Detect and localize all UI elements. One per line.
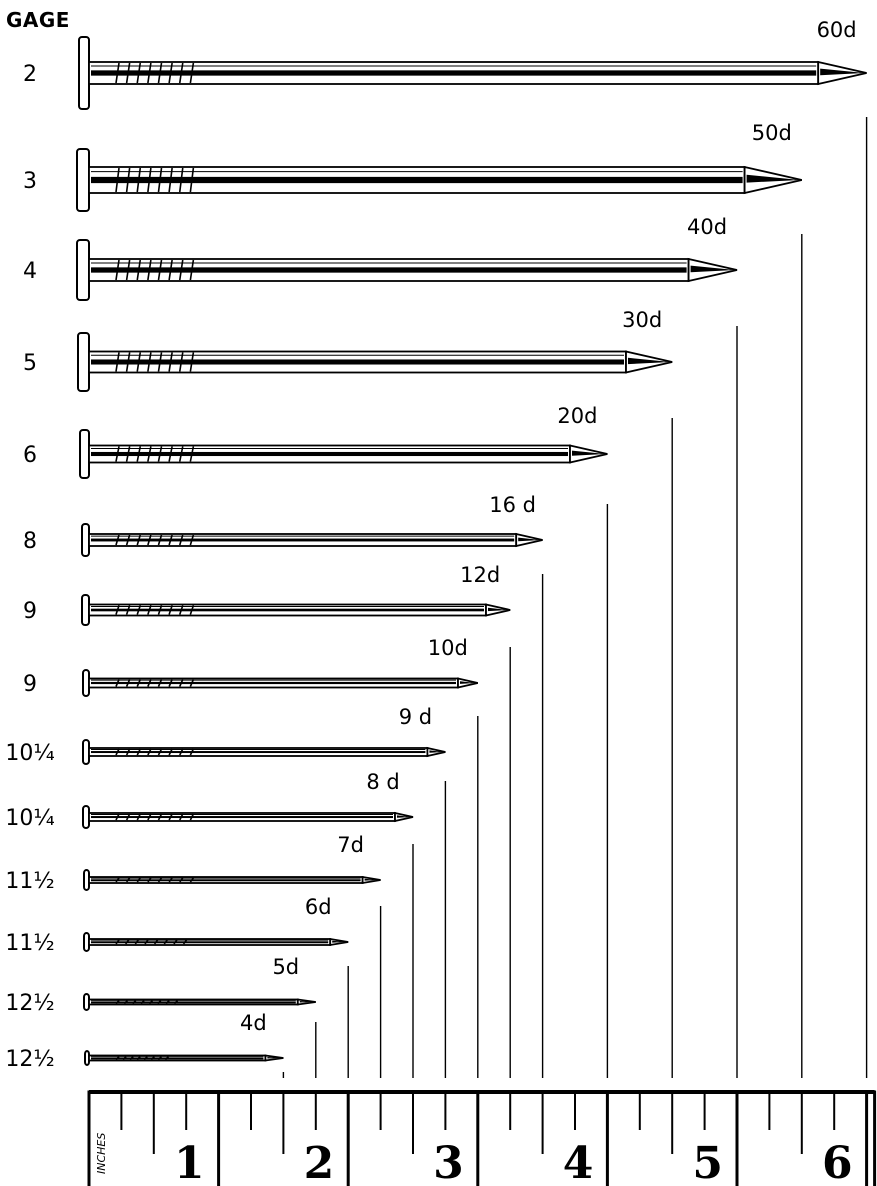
nail-size-label: 12d: [460, 563, 501, 587]
ruler-body: [89, 1092, 875, 1186]
gage-label: 11½: [5, 931, 55, 956]
nail-head: [80, 430, 89, 478]
nails-layer: [5, 18, 866, 1078]
nail: [5, 1011, 283, 1078]
nail-size-label: 8 d: [366, 770, 400, 794]
nail-size-label: 9 d: [398, 705, 433, 729]
nail-size-label: 6d: [304, 895, 332, 919]
ruler-number: 1: [173, 1138, 205, 1186]
nail-shank-shade: [91, 751, 425, 753]
nail-size-label: 4d: [240, 1011, 267, 1035]
nail-head: [79, 37, 89, 109]
nail-size-label: 60d: [816, 18, 857, 42]
gage-label: 8: [23, 529, 37, 554]
nail-size-label: 20d: [557, 404, 598, 428]
nail: [5, 770, 413, 1078]
ruler-number: 6: [821, 1138, 853, 1186]
ruler-number: 3: [433, 1138, 464, 1186]
nail-shank-shade: [91, 879, 361, 881]
nail-shank-shade: [91, 177, 743, 183]
gage-label: 10¼: [5, 806, 55, 831]
ruler-unit-label: INCHES: [95, 1132, 108, 1174]
inch-ruler: [89, 1092, 875, 1186]
nail-shank-shade: [91, 682, 456, 684]
nail-shank-shade: [91, 1001, 296, 1003]
gage-column-title: GAGE: [6, 8, 70, 32]
gage-label: 12½: [5, 1047, 55, 1072]
gage-label: 10¼: [5, 741, 55, 766]
nail-shank-shade: [91, 816, 393, 818]
gage-label: 9: [23, 599, 37, 624]
gage-label: 11½: [5, 869, 55, 894]
nail-size-label: 16 d: [489, 493, 536, 517]
gage-label: 3: [23, 169, 37, 194]
gage-label: 2: [23, 62, 37, 87]
nail-head: [82, 595, 89, 625]
gage-label: 5: [23, 351, 37, 376]
nail-size-label: 30d: [622, 308, 663, 332]
nail-shank-shade: [91, 539, 514, 542]
nail-size-label: 5d: [272, 955, 300, 979]
nail-head: [78, 333, 89, 391]
nail: [5, 895, 348, 1078]
nail-shank-shade: [91, 452, 568, 456]
nail-size-label: 50d: [751, 121, 792, 145]
ruler-number: 5: [692, 1138, 723, 1186]
nail-size-label: 7d: [337, 833, 364, 857]
gage-label: 6: [23, 443, 37, 468]
gage-label: 4: [23, 259, 37, 284]
nail-head: [83, 740, 89, 764]
nail-head: [77, 149, 89, 211]
nail: [5, 705, 445, 1078]
nail-size-label: 10d: [427, 636, 468, 660]
ruler-number: 4: [562, 1138, 594, 1186]
gage-label: 9: [23, 672, 37, 697]
nail-head: [77, 240, 89, 300]
gage-label: 12½: [5, 991, 55, 1016]
nail-shank-shade: [91, 70, 816, 75]
nail: [5, 833, 380, 1078]
nail-head: [82, 524, 89, 556]
ruler-number: 2: [303, 1138, 335, 1186]
nail-size-label: 40d: [686, 215, 728, 239]
